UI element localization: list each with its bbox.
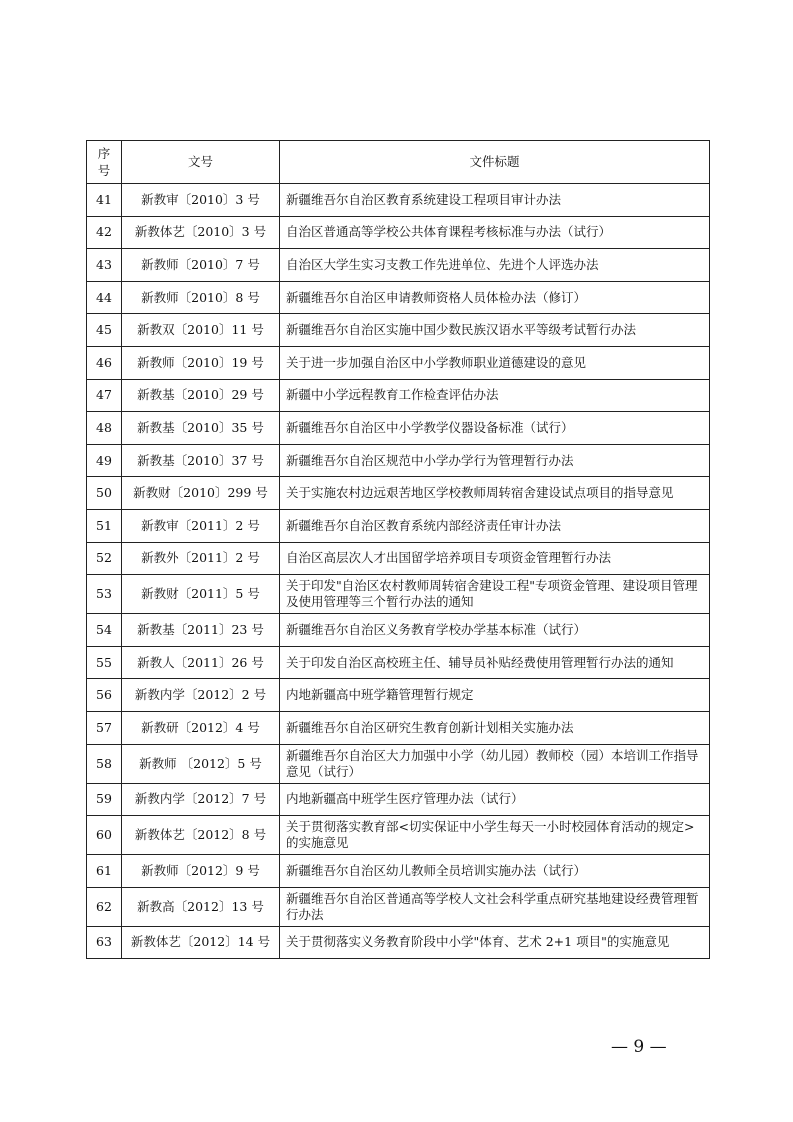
row-number: 41 bbox=[87, 184, 122, 217]
table-header-row bbox=[87, 141, 710, 184]
row-code: 新教体艺〔2010〕3 号 bbox=[122, 216, 280, 249]
table-row bbox=[87, 281, 710, 314]
table-row bbox=[87, 477, 710, 510]
row-title: 自治区普通高等学校公共体育课程考核标准与办法（试行） bbox=[280, 216, 710, 249]
table-row bbox=[87, 646, 710, 679]
row-number: 55 bbox=[87, 646, 122, 679]
row-code: 新教研〔2012〕4 号 bbox=[122, 711, 280, 744]
row-title: 新疆维吾尔自治区实施中国少数民族汉语水平等级考试暂行办法 bbox=[280, 314, 710, 347]
table-row bbox=[87, 679, 710, 712]
row-title: 新疆维吾尔自治区普通高等学校人文社会科学重点研究基地建设经费管理暂行办法 bbox=[280, 887, 710, 926]
row-code: 新教师〔2010〕7 号 bbox=[122, 249, 280, 282]
header-title: 文件标题 bbox=[280, 141, 710, 184]
row-number: 52 bbox=[87, 542, 122, 575]
header-number-label: 序 号 bbox=[97, 146, 111, 178]
row-title: 新疆维吾尔自治区大力加强中小学（幼儿园）教师校（园）本培训工作指导意见（试行） bbox=[280, 744, 710, 783]
table-row bbox=[87, 379, 710, 412]
row-code: 新教双〔2010〕11 号 bbox=[122, 314, 280, 347]
table-row bbox=[87, 249, 710, 282]
table-row bbox=[87, 314, 710, 347]
row-code: 新教高〔2012〕13 号 bbox=[122, 887, 280, 926]
row-title: 自治区大学生实习支教工作先进单位、先进个人评选办法 bbox=[280, 249, 710, 282]
row-title: 新疆中小学远程教育工作检查评估办法 bbox=[280, 379, 710, 412]
table-row bbox=[87, 711, 710, 744]
row-title: 新疆维吾尔自治区研究生教育创新计划相关实施办法 bbox=[280, 711, 710, 744]
row-code: 新教内学〔2012〕2 号 bbox=[122, 679, 280, 712]
table-row bbox=[87, 744, 710, 783]
row-number: 60 bbox=[87, 816, 122, 855]
row-code: 新教审〔2010〕3 号 bbox=[122, 184, 280, 217]
row-number: 63 bbox=[87, 926, 122, 959]
row-title: 新疆维吾尔自治区教育系统内部经济责任审计办法 bbox=[280, 509, 710, 542]
row-number: 47 bbox=[87, 379, 122, 412]
row-code: 新教财〔2011〕5 号 bbox=[122, 575, 280, 614]
page-number: — 9 — bbox=[611, 1037, 667, 1057]
row-title: 关于贯彻落实教育部<切实保证中小学生每天一小时校园体育活动的规定>的实施意见 bbox=[280, 816, 710, 855]
row-number: 59 bbox=[87, 783, 122, 816]
row-number: 42 bbox=[87, 216, 122, 249]
table-row bbox=[87, 184, 710, 217]
row-code: 新教体艺〔2012〕14 号 bbox=[122, 926, 280, 959]
row-number: 44 bbox=[87, 281, 122, 314]
table-row bbox=[87, 816, 710, 855]
row-number: 58 bbox=[87, 744, 122, 783]
row-number: 56 bbox=[87, 679, 122, 712]
row-number: 46 bbox=[87, 346, 122, 379]
row-title: 新疆维吾尔自治区申请教师资格人员体检办法（修订） bbox=[280, 281, 710, 314]
row-title: 关于印发"自治区农村教师周转宿舍建设工程"专项资金管理、建设项目管理及使用管理等三个暂行办法的通知 bbox=[280, 575, 710, 614]
row-number: 50 bbox=[87, 477, 122, 510]
row-code: 新教基〔2011〕23 号 bbox=[122, 614, 280, 647]
row-code: 新教师〔2010〕19 号 bbox=[122, 346, 280, 379]
row-number: 45 bbox=[87, 314, 122, 347]
table-row bbox=[87, 346, 710, 379]
row-code: 新教内学〔2012〕7 号 bbox=[122, 783, 280, 816]
row-code: 新教师 〔2012〕5 号 bbox=[122, 744, 280, 783]
row-code: 新教外〔2011〕2 号 bbox=[122, 542, 280, 575]
row-title: 关于贯彻落实义务教育阶段中小学"体育、艺术 2+1 项目"的实施意见 bbox=[280, 926, 710, 959]
row-title: 自治区高层次人才出国留学培养项目专项资金管理暂行办法 bbox=[280, 542, 710, 575]
table-row bbox=[87, 444, 710, 477]
row-code: 新教审〔2011〕2 号 bbox=[122, 509, 280, 542]
row-number: 54 bbox=[87, 614, 122, 647]
table-row bbox=[87, 614, 710, 647]
row-number: 53 bbox=[87, 575, 122, 614]
row-code: 新教师〔2010〕8 号 bbox=[122, 281, 280, 314]
table-row bbox=[87, 542, 710, 575]
table-row bbox=[87, 887, 710, 926]
row-number: 62 bbox=[87, 887, 122, 926]
row-number: 51 bbox=[87, 509, 122, 542]
row-title: 关于印发自治区高校班主任、辅导员补贴经费使用管理暂行办法的通知 bbox=[280, 646, 710, 679]
row-number: 57 bbox=[87, 711, 122, 744]
row-code: 新教师〔2012〕9 号 bbox=[122, 855, 280, 888]
row-code: 新教基〔2010〕29 号 bbox=[122, 379, 280, 412]
table-row bbox=[87, 216, 710, 249]
table-row bbox=[87, 783, 710, 816]
table-row bbox=[87, 855, 710, 888]
table-row bbox=[87, 926, 710, 959]
row-title: 新疆维吾尔自治区中小学教学仪器设备标准（试行） bbox=[280, 412, 710, 445]
table-row bbox=[87, 575, 710, 614]
row-code: 新教基〔2010〕35 号 bbox=[122, 412, 280, 445]
row-title: 关于进一步加强自治区中小学教师职业道德建设的意见 bbox=[280, 346, 710, 379]
row-title: 新疆维吾尔自治区幼儿教师全员培训实施办法（试行） bbox=[280, 855, 710, 888]
row-number: 61 bbox=[87, 855, 122, 888]
row-title: 内地新疆高中班学籍管理暂行规定 bbox=[280, 679, 710, 712]
row-title: 关于实施农村边远艰苦地区学校教师周转宿舍建设试点项目的指导意见 bbox=[280, 477, 710, 510]
row-title: 新疆维吾尔自治区义务教育学校办学基本标准（试行） bbox=[280, 614, 710, 647]
row-number: 48 bbox=[87, 412, 122, 445]
row-code: 新教财〔2010〕299 号 bbox=[122, 477, 280, 510]
row-title: 内地新疆高中班学生医疗管理办法（试行） bbox=[280, 783, 710, 816]
row-code: 新教人〔2011〕26 号 bbox=[122, 646, 280, 679]
header-number bbox=[87, 141, 122, 184]
table-row bbox=[87, 412, 710, 445]
header-code: 文号 bbox=[122, 141, 280, 184]
row-code: 新教体艺〔2012〕8 号 bbox=[122, 816, 280, 855]
row-number: 43 bbox=[87, 249, 122, 282]
row-code: 新教基〔2010〕37 号 bbox=[122, 444, 280, 477]
row-number: 49 bbox=[87, 444, 122, 477]
table-row bbox=[87, 509, 710, 542]
row-title: 新疆维吾尔自治区教育系统建设工程项目审计办法 bbox=[280, 184, 710, 217]
row-title: 新疆维吾尔自治区规范中小学办学行为管理暂行办法 bbox=[280, 444, 710, 477]
document-table bbox=[86, 140, 710, 959]
